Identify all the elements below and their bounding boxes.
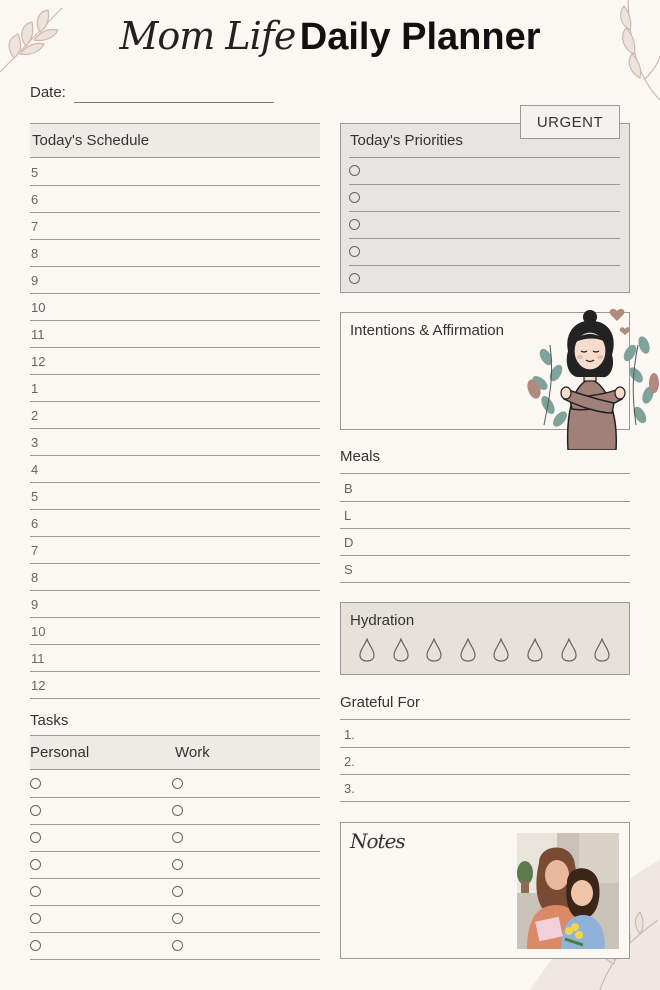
work-task-checkbox[interactable] xyxy=(172,859,183,870)
work-task-checkbox[interactable] xyxy=(172,805,183,816)
priority-checkbox[interactable] xyxy=(349,246,360,257)
schedule-row-line[interactable] xyxy=(30,698,320,699)
hydration-box xyxy=(340,602,630,675)
schedule-hour-label: 8 xyxy=(31,570,39,585)
task-row-line xyxy=(30,824,320,825)
schedule-hour-label: 7 xyxy=(31,219,39,234)
schedule-row-line[interactable] xyxy=(30,536,320,537)
task-row-line xyxy=(30,797,320,798)
schedule-row-line[interactable] xyxy=(30,374,320,375)
personal-task-checkbox[interactable] xyxy=(30,886,41,897)
schedule-row-line[interactable] xyxy=(30,455,320,456)
schedule-hour-label: 3 xyxy=(31,435,39,450)
schedule-row-line[interactable] xyxy=(30,482,320,483)
schedule-hour-label: 9 xyxy=(31,273,39,288)
water-drop-icon[interactable] xyxy=(594,638,610,662)
schedule-hour-label: 11 xyxy=(31,651,45,666)
tasks-col-personal: Personal xyxy=(30,744,90,761)
priority-row-line xyxy=(349,211,620,212)
schedule-row-line[interactable] xyxy=(30,212,320,213)
grateful-row-line[interactable] xyxy=(340,801,630,802)
schedule-row-line[interactable] xyxy=(30,671,320,672)
priorities-title: Today's Priorities xyxy=(350,132,463,149)
water-drop-icon[interactable] xyxy=(426,638,442,662)
priority-checkbox[interactable] xyxy=(349,273,360,284)
personal-task-checkbox[interactable] xyxy=(30,778,41,789)
grateful-row-line[interactable] xyxy=(340,774,630,775)
meal-label: D xyxy=(344,535,354,550)
meals-title: Meals xyxy=(340,448,381,465)
task-row-line xyxy=(30,851,320,852)
mom-hugging-illustration xyxy=(520,305,660,450)
tasks-header xyxy=(30,735,320,770)
meal-label: B xyxy=(344,481,353,496)
schedule-row-line[interactable] xyxy=(30,347,320,348)
priority-row-line xyxy=(349,184,620,185)
meal-row-line[interactable] xyxy=(340,501,630,502)
title-bold: Daily Planner xyxy=(299,16,541,58)
work-task-checkbox[interactable] xyxy=(172,832,183,843)
task-row-line xyxy=(30,959,320,960)
schedule-header xyxy=(30,123,320,158)
schedule-hour-label: 2 xyxy=(31,408,39,423)
schedule-hour-label: 1 xyxy=(31,381,39,396)
priority-row-line xyxy=(349,238,620,239)
schedule-hour-label: 10 xyxy=(31,624,46,639)
personal-task-checkbox[interactable] xyxy=(30,832,41,843)
task-row-line xyxy=(30,905,320,906)
priorities-box xyxy=(340,123,630,293)
schedule-hour-label: 10 xyxy=(31,300,46,315)
urgent-label xyxy=(520,105,620,139)
water-drop-icon[interactable] xyxy=(493,638,509,662)
schedule-hour-label: 4 xyxy=(31,462,39,477)
meal-row-line[interactable] xyxy=(340,582,630,583)
personal-task-checkbox[interactable] xyxy=(30,913,41,924)
priority-checkbox[interactable] xyxy=(349,165,360,176)
grateful-row-line[interactable] xyxy=(340,747,630,748)
urgent-text: URGENT xyxy=(536,113,604,131)
schedule-row-line[interactable] xyxy=(30,590,320,591)
tasks-title: Tasks xyxy=(30,712,69,729)
page-title xyxy=(0,14,660,59)
schedule-row-line[interactable] xyxy=(30,320,320,321)
schedule-hour-label: 9 xyxy=(31,597,39,612)
meal-row-line[interactable] xyxy=(340,528,630,529)
schedule-row-line[interactable] xyxy=(30,644,320,645)
meal-label: L xyxy=(344,508,352,523)
schedule-hour-label: 12 xyxy=(31,354,46,369)
schedule-row-line[interactable] xyxy=(30,266,320,267)
schedule-hour-label: 7 xyxy=(31,543,39,558)
work-task-checkbox[interactable] xyxy=(172,940,183,951)
priority-row-line xyxy=(349,265,620,266)
tasks-col-work: Work xyxy=(175,744,210,761)
water-drop-icon[interactable] xyxy=(359,638,375,662)
work-task-checkbox[interactable] xyxy=(172,886,183,897)
water-drop-icon[interactable] xyxy=(460,638,476,662)
notes-title: Notes xyxy=(350,829,405,853)
personal-task-checkbox[interactable] xyxy=(30,859,41,870)
meal-row-line[interactable] xyxy=(340,555,630,556)
schedule-row-line[interactable] xyxy=(30,563,320,564)
grateful-label: 2. xyxy=(344,754,355,769)
schedule-row-line[interactable] xyxy=(30,293,320,294)
schedule-hour-label: 5 xyxy=(31,165,39,180)
priority-checkbox[interactable] xyxy=(349,192,360,203)
intentions-title: Intentions & Affirmation xyxy=(350,322,504,339)
date-field[interactable] xyxy=(74,102,274,103)
water-drop-icon[interactable] xyxy=(527,638,543,662)
schedule-row-line[interactable] xyxy=(30,401,320,402)
meals-top-line xyxy=(340,473,630,474)
grateful-label: 3. xyxy=(344,781,355,796)
schedule-row-line[interactable] xyxy=(30,239,320,240)
title-script: Mom Life xyxy=(119,14,296,58)
personal-task-checkbox[interactable] xyxy=(30,805,41,816)
priority-top-line xyxy=(349,157,620,158)
grateful-top-line xyxy=(340,719,630,720)
schedule-hour-label: 8 xyxy=(31,246,39,261)
work-task-checkbox[interactable] xyxy=(172,913,183,924)
schedule-title: Today's Schedule xyxy=(32,132,150,149)
hydration-title: Hydration xyxy=(350,612,415,629)
task-row-line xyxy=(30,878,320,879)
water-drop-icon[interactable] xyxy=(393,638,409,662)
schedule-row-line[interactable] xyxy=(30,428,320,429)
water-drop-icon[interactable] xyxy=(561,638,577,662)
priority-checkbox[interactable] xyxy=(349,219,360,230)
schedule-hour-label: 11 xyxy=(31,327,45,342)
schedule-hour-label: 6 xyxy=(31,516,39,531)
schedule-hour-label: 6 xyxy=(31,192,39,207)
schedule-row-line[interactable] xyxy=(30,185,320,186)
meal-label: S xyxy=(344,562,353,577)
work-task-checkbox[interactable] xyxy=(172,778,183,789)
date-label: Date: xyxy=(30,84,66,101)
schedule-row-line[interactable] xyxy=(30,617,320,618)
personal-task-checkbox[interactable] xyxy=(30,940,41,951)
schedule-row-line[interactable] xyxy=(30,509,320,510)
grateful-title: Grateful For xyxy=(340,694,421,711)
mother-daughter-photo xyxy=(517,833,619,949)
task-row-line xyxy=(30,932,320,933)
schedule-hour-label: 12 xyxy=(31,678,46,693)
schedule-hour-label: 5 xyxy=(31,489,39,504)
grateful-label: 1. xyxy=(344,727,355,742)
